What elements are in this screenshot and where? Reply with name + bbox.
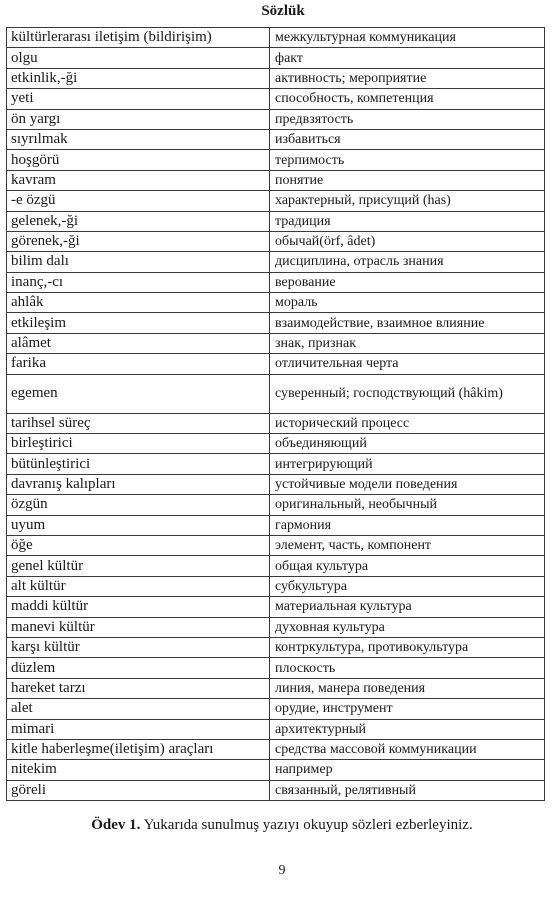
russian-translation: оригинальный, необычный xyxy=(270,495,545,515)
table-row xyxy=(7,535,545,555)
russian-translation: дисциплина, отрасль знания xyxy=(270,252,545,272)
turkish-term: alt kültür xyxy=(7,576,270,596)
russian-translation: контркультура, противокультура xyxy=(270,637,545,657)
table-row xyxy=(7,109,545,129)
turkish-term: etkinlik,-ği xyxy=(7,68,270,88)
russian-translation: понятие xyxy=(270,170,545,190)
turkish-term: etkileşim xyxy=(7,313,270,333)
russian-translation: способность, компетенция xyxy=(270,89,545,109)
turkish-term: genel kültür xyxy=(7,556,270,576)
russian-translation: межкультурная коммуникация xyxy=(270,28,545,48)
russian-translation: интегрирующий xyxy=(270,454,545,474)
page-number: 9 xyxy=(278,863,286,878)
russian-translation: обычай(örf, âdet) xyxy=(270,231,545,251)
assignment-text: Yukarıda sunulmuş yazıyı okuyup sözleri ezberleyiniz. xyxy=(140,817,473,833)
table-row xyxy=(7,68,545,88)
russian-translation: традиция xyxy=(270,211,545,231)
russian-translation: материальная культура xyxy=(270,597,545,617)
table-row xyxy=(7,293,545,313)
turkish-term: görenek,-ği xyxy=(7,231,270,251)
turkish-term: uyum xyxy=(7,515,270,535)
table-row xyxy=(7,89,545,109)
table-row xyxy=(7,760,545,780)
turkish-term: alet xyxy=(7,699,270,719)
turkish-term: sıyrılmak xyxy=(7,129,270,149)
table-row xyxy=(7,699,545,719)
table-row xyxy=(7,272,545,292)
table-row xyxy=(7,252,545,272)
russian-translation: общая культура xyxy=(270,556,545,576)
table-row xyxy=(7,170,545,190)
turkish-term: -e özgü xyxy=(7,191,270,211)
table-row xyxy=(7,211,545,231)
russian-translation: характерный, присущий (has) xyxy=(270,191,545,211)
table-row xyxy=(7,556,545,576)
table-row xyxy=(7,576,545,596)
russian-translation: исторический процесс xyxy=(270,413,545,433)
table-row xyxy=(7,597,545,617)
russian-translation: факт xyxy=(270,48,545,68)
turkish-term: maddi kültür xyxy=(7,597,270,617)
table-row xyxy=(7,333,545,353)
turkish-term: farika xyxy=(7,354,270,374)
russian-translation: связанный, релятивный xyxy=(270,780,545,800)
turkish-term: kitle haberleşme(iletişim) araçları xyxy=(7,739,270,759)
russian-translation: субкультура xyxy=(270,576,545,596)
turkish-term: kavram xyxy=(7,170,270,190)
turkish-term: karşı kültür xyxy=(7,637,270,657)
table-row xyxy=(7,48,545,68)
russian-translation: объединяющий xyxy=(270,434,545,454)
turkish-term: birleştirici xyxy=(7,434,270,454)
russian-translation: гармония xyxy=(270,515,545,535)
table-row xyxy=(7,617,545,637)
russian-translation: орудие, инструмент xyxy=(270,699,545,719)
table-row xyxy=(7,231,545,251)
table-row xyxy=(7,413,545,433)
table-row xyxy=(7,454,545,474)
russian-translation: предвзятость xyxy=(270,109,545,129)
russian-translation: взаимодействие, взаимное влияние xyxy=(270,313,545,333)
turkish-term: hoşgörü xyxy=(7,150,270,170)
turkish-term: göreli xyxy=(7,780,270,800)
russian-translation: мораль xyxy=(270,293,545,313)
turkish-term: nitekim xyxy=(7,760,270,780)
turkish-term: ahlâk xyxy=(7,293,270,313)
russian-translation: духовная культура xyxy=(270,617,545,637)
turkish-term: düzlem xyxy=(7,658,270,678)
turkish-term: bilim dalı xyxy=(7,252,270,272)
assignment-label: Ödev 1. xyxy=(91,817,141,833)
turkish-term: gelenek,-ği xyxy=(7,211,270,231)
russian-translation: активность; мероприятие xyxy=(270,68,545,88)
table-row xyxy=(7,150,545,170)
turkish-term: ön yargı xyxy=(7,109,270,129)
table-row xyxy=(7,374,545,413)
russian-translation: устойчивые модели поведения xyxy=(270,474,545,494)
turkish-term: yeti xyxy=(7,89,270,109)
table-row xyxy=(7,129,545,149)
table-row xyxy=(7,191,545,211)
turkish-term: mimari xyxy=(7,719,270,739)
table-row xyxy=(7,719,545,739)
turkish-term: egemen xyxy=(7,374,270,413)
russian-translation: суверенный; господствующий (hâkim) xyxy=(270,374,545,413)
turkish-term: tarihsel süreç xyxy=(7,413,270,433)
table-row xyxy=(7,313,545,333)
turkish-term: alâmet xyxy=(7,333,270,353)
table-row xyxy=(7,637,545,657)
turkish-term: manevi kültür xyxy=(7,617,270,637)
russian-translation: знак, признак xyxy=(270,333,545,353)
table-row xyxy=(7,354,545,374)
russian-translation: например xyxy=(270,760,545,780)
russian-translation: верование xyxy=(270,272,545,292)
table-row xyxy=(7,678,545,698)
russian-translation: архитектурный xyxy=(270,719,545,739)
table-row xyxy=(7,434,545,454)
russian-translation: элемент, часть, компонент xyxy=(270,535,545,555)
table-row xyxy=(7,515,545,535)
russian-translation: средства массовой коммуникации xyxy=(270,739,545,759)
assignment-instruction xyxy=(0,814,554,836)
table-row xyxy=(7,495,545,515)
turkish-term: öğe xyxy=(7,535,270,555)
vocabulary-table xyxy=(6,27,545,801)
turkish-term: bütünleştirici xyxy=(7,454,270,474)
turkish-term: özgün xyxy=(7,495,270,515)
turkish-term: davranış kalıpları xyxy=(7,474,270,494)
turkish-term: olgu xyxy=(7,48,270,68)
table-row xyxy=(7,739,545,759)
table-row xyxy=(7,28,545,48)
table-row xyxy=(7,780,545,800)
page-title: Sözlük xyxy=(261,3,305,19)
table-row xyxy=(7,658,545,678)
russian-translation: отличительная черта xyxy=(270,354,545,374)
turkish-term: inanç,-cı xyxy=(7,272,270,292)
table-row xyxy=(7,474,545,494)
russian-translation: плоскость xyxy=(270,658,545,678)
russian-translation: избавиться xyxy=(270,129,545,149)
turkish-term: hareket tarzı xyxy=(7,678,270,698)
turkish-term: kültürlerarası iletişim (bildirişim) xyxy=(7,28,270,48)
russian-translation: линия, манера поведения xyxy=(270,678,545,698)
russian-translation: терпимость xyxy=(270,150,545,170)
